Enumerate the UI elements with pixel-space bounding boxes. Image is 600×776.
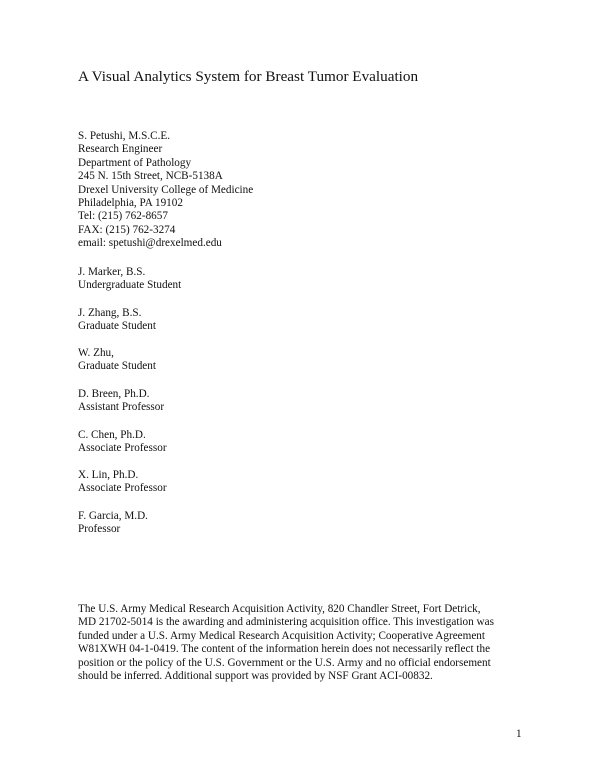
author-street-address: 245 N. 15th Street, NCB-5138A — [78, 170, 223, 183]
author-title: Associate Professor — [78, 482, 167, 495]
author-title: Associate Professor — [78, 442, 167, 455]
author-title: Graduate Student — [78, 360, 156, 373]
author-title: Research Engineer — [78, 143, 163, 156]
author-fax: FAX: (215) 762-3274 — [78, 223, 176, 236]
acknowledgement-line: MD 21702-5014 is the awarding and administering acquisition office. This investigation was — [78, 616, 494, 629]
author-block-petushi — [78, 130, 253, 251]
author-block-chen — [78, 429, 167, 456]
author-email: email: spetushi@drexelmed.edu — [78, 237, 222, 250]
author-name: X. Lin, Ph.D. — [78, 469, 139, 481]
author-name: F. Garcia, M.D. — [78, 510, 148, 522]
funding-acknowledgement — [78, 603, 528, 683]
author-phone: Tel: (215) 762-8657 — [78, 210, 168, 223]
acknowledgement-line: should be inferred. Additional support was provided by NSF Grant ACI-00832. — [78, 670, 433, 683]
author-name: J. Marker, B.S. — [78, 266, 146, 278]
author-title: Assistant Professor — [78, 401, 165, 414]
author-block-breen — [78, 388, 164, 415]
page-number: 1 — [516, 728, 522, 740]
acknowledgement-line: funded under a U.S. Army Medical Research Acquisition Activity; Cooperative Agreement — [78, 629, 486, 642]
author-title: Undergraduate Student — [78, 279, 182, 292]
author-block-zhang — [78, 307, 156, 334]
paper-title: A Visual Analytics System for Breast Tumor Evaluation — [78, 68, 419, 85]
acknowledgement-line: position or the policy of the U.S. Government or the U.S. Army and no official endorsement — [78, 656, 491, 669]
author-block-zhu — [78, 347, 156, 374]
author-city: Philadelphia, PA 19102 — [78, 197, 183, 210]
author-block-marker — [78, 266, 181, 293]
acknowledgement-line: W81XWH 04-1-0419. The content of the information herein does not necessarily reflect the — [78, 643, 491, 656]
author-name: S. Petushi, M.S.C.E. — [78, 130, 171, 142]
author-block-garcia — [78, 510, 148, 537]
author-institution: Drexel University College of Medicine — [78, 183, 254, 196]
author-name: C. Chen, Ph.D. — [78, 429, 146, 441]
author-name: W. Zhu, — [78, 347, 114, 359]
acknowledgement-line: The U.S. Army Medical Research Acquisition Activity, 820 Chandler Street, Fort Detrick, — [78, 603, 481, 615]
author-name: J. Zhang, B.S. — [78, 307, 142, 319]
author-block-lin — [78, 469, 167, 496]
author-name: D. Breen, Ph.D. — [78, 388, 150, 400]
author-title: Professor — [78, 523, 121, 536]
author-department: Department of Pathology — [78, 156, 192, 169]
author-title: Graduate Student — [78, 320, 156, 333]
